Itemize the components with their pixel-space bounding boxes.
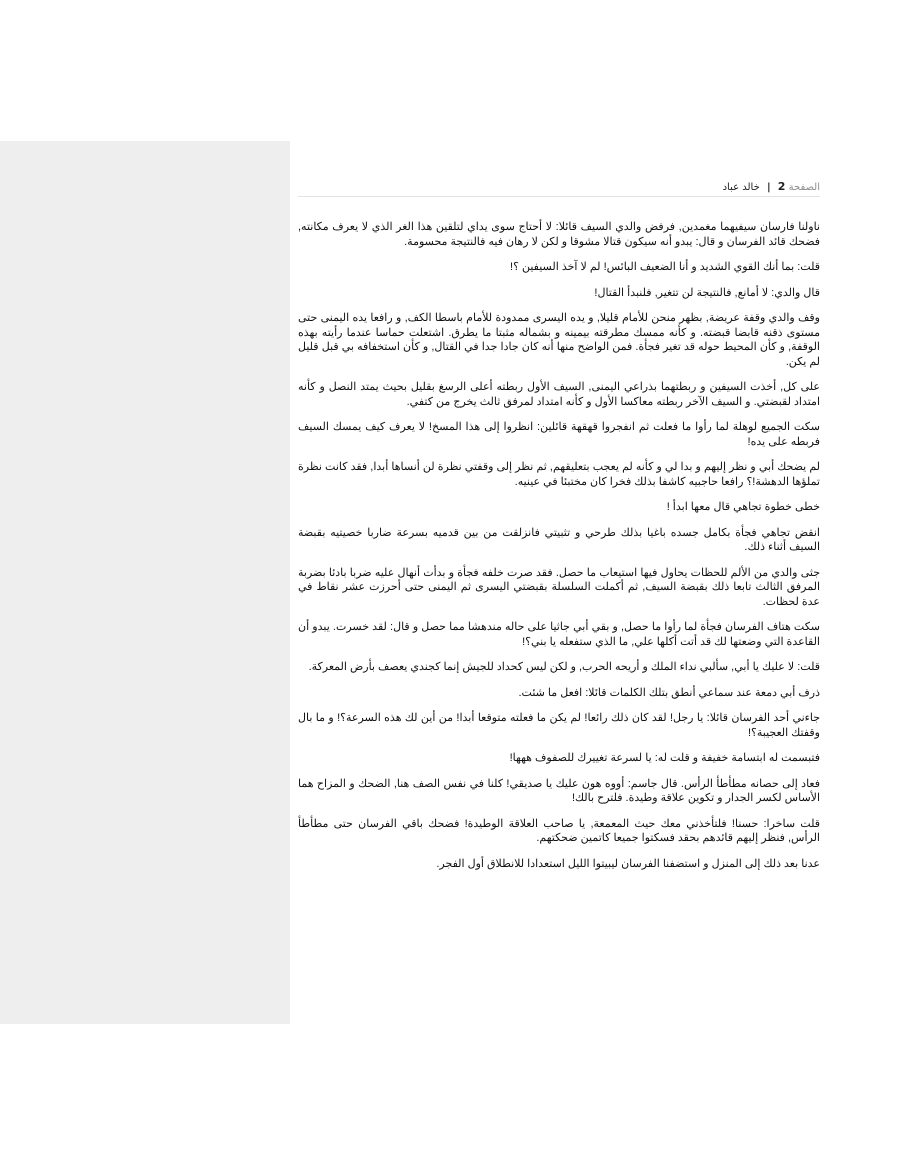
paragraph: لم يضحك أبي و نظر إليهم و بدا لي و كأنه لم يعجب بتعليقهم, ثم نظر إلى وقفتي نظرة لن أنساها أبدا, فقد كانت نظرة تملؤها الدهشة!؟ رافعا حاجبيه كاشفا بذلك فخرا كان مختبئا في عينيه. xyxy=(298,461,820,488)
paragraph: فعاد إلى حصانه مطأطأ الرأس. قال جاسم: أووه هون عليك يا صديقي! كلنا في نفس الصف هنا, الضحك و المزاح هما الأساس لكسر الجدار و تكوين علاقة وطيدة. فلترح بالك! xyxy=(298,777,820,804)
paragraph: عدنا بعد ذلك إلى المنزل و استضفنا الفرسان ليبيتوا الليل استعدادا للانطلاق أول الفجر. xyxy=(436,857,820,870)
paragraph: خطى خطوة تجاهي قال معها ابدأ ! xyxy=(666,501,820,513)
paragraph: ناولنا فارسان سيفيهما مغمدين, فرفض والدي السيف قائلا: لا أحتاج سوى يداي لتلقين هذا الغر الذي لا يعرف مكانته, فضحك قائد الفرسان و قال: يبدو أنه سيكون قتالا مشوقا و لكن لا رهان فيه فالنتيجة محسومة. xyxy=(298,221,820,248)
left-gray-panel xyxy=(0,141,290,1024)
author-name: خالد عباد xyxy=(722,182,760,193)
paragraph: على كل, أخذت السيفين و ربطتهما بذراعي اليمنى, السيف الأول ربطته أعلى الرسغ بقليل بحيث يمتد النصل و كأنه امتداد لقبضتي. و السيف الآخر ربطته معاكسا الأول و كأنه امتداد لمرفق ثالث يخرج من كتفي. xyxy=(298,381,820,408)
page-number: 2 xyxy=(777,180,786,193)
paragraph: وقف والدي وقفة عريضة, بظهر منحن للأمام قليلا, و يده اليسرى ممدودة للأمام باسطا الكف, و رافعا يده اليمنى حتى مستوى ذقنه قابضا قبضته. و كأنه ممسك مطرقته بيمينه و بشماله مثبتا ما يطرق. اشتعلت حماسا عندما رأيته بهذه الوقفة, و كأن المحيط حوله قد تغير فجأة. فمن الواضح منها أنه كان جادا جدا في القتال, و كأن استخفافه بي قبل قليل لم يكن. xyxy=(298,312,820,368)
header-separator: | xyxy=(766,182,771,193)
paragraph: فتبسمت له ابتسامة خفيفة و قلت له: يا لسرعة تغييرك للصفوف ههها! xyxy=(509,752,820,764)
paragraph: جاءني أحد الفرسان قائلا: يا رجل! لقد كان ذلك رائعا! لم يكن ما فعلته متوقعا أبدا! من أين لك هذه السرعة؟! و ما بال وقفتك العجيبة؟! xyxy=(298,712,820,739)
page-header xyxy=(298,178,820,197)
paragraph: قلت: بما أنك القوي الشديد و أنا الضعيف البائس! لم لا آخذ السيفين ؟! xyxy=(510,261,820,273)
paragraph: سكت الجميع لوهلة لما رأوا ما فعلت ثم انفجروا قهقهة قائلين: انظروا إلى هذا المسخ! لا يعرف كيف يمسك السيف فربطه على يده! xyxy=(298,421,820,448)
page-label: الصفحة xyxy=(788,182,820,193)
paragraph: قال والدي: لا أمانع, فالنتيجة لن تتغير, فلنبدأ القتال! xyxy=(594,286,820,299)
paragraph: قلت ساخرا: حسنا! فلتأخذني معك حيث المعمعة, يا صاحب العلاقة الوطيدة! فضحك باقي الفرسان حتى مطأطأ الرأس, فنظر إليهم قائدهم بحقد فسكتوا جميعا كاتمين ضحكتهم. xyxy=(298,817,820,844)
paragraph: قلت: لا عليك يا أبي, سألبي نداء الملك و أريحه الحرب, و لكن ليس كحداد للجيش إنما كجندي يعصف بأرض المعركة. xyxy=(308,661,820,673)
paragraph: جثى والدي من الألم للحظات يحاول فيها استيعاب ما حصل. فقد صرت خلفه فجأة و بدأت أنهال عليه ضربا بادئا بضربة المرفق الثالث تابعا ذلك بقبضة السيف, ثم أكملت السلسلة بقبضتي اليسرى ثم اليمنى حتى أحرزت عشر نقاط في عدة لحظات. xyxy=(298,566,820,608)
document-body xyxy=(298,220,820,882)
paragraph: ذرف أبي دمعة عند سماعي أنطق بتلك الكلمات قائلا: افعل ما شئت. xyxy=(518,686,820,699)
paragraph: انقض تجاهي فجأة بكامل جسده باغيا بذلك طرحي و تثبيتي فانزلقت من بين قدميه بسرعة ضاربا خصيتيه بقبضة السيف أثناء ذلك. xyxy=(298,526,820,553)
paragraph: سكت هتاف الفرسان فجأة لما رأوا ما حصل, و بقي أبي جاثيا على حاله مندهشا مما حصل و قال: لقد خسرت. يبدو أن القاعدة التي وضعتها لك قد أتت أكلها علي, ما الذي ستفعله يا بني؟! xyxy=(298,621,820,648)
